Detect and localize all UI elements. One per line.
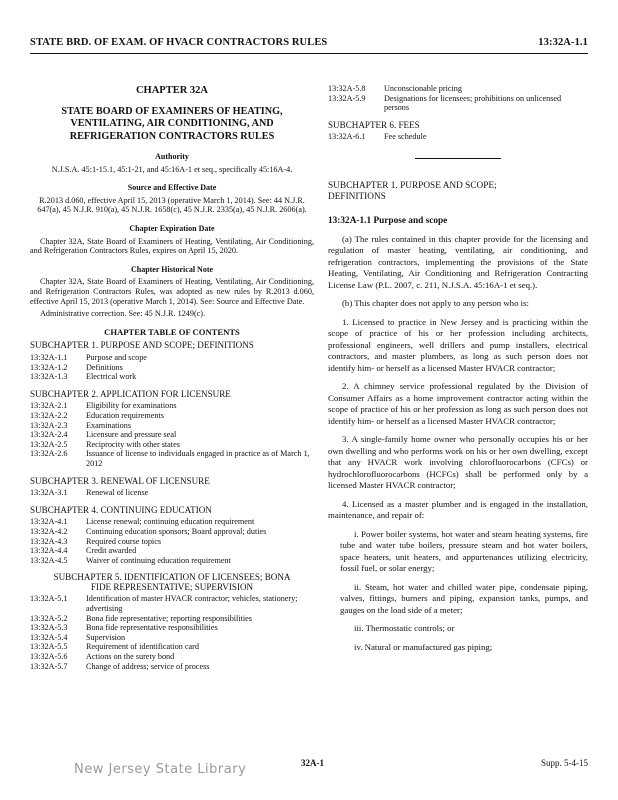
toc-num: 13:32A-2.3 — [30, 420, 68, 430]
toc-label: Waiver of continuing education requirement — [86, 555, 231, 565]
toc-num: 13:32A-4.3 — [30, 536, 68, 546]
toc-label: Credit awarded — [86, 546, 137, 556]
toc-num: 13:32A-5.3 — [30, 623, 68, 633]
left-column — [30, 62, 314, 671]
toc-label: Change of address; service of process — [86, 661, 210, 671]
toc-num: 13:32A-4.4 — [30, 546, 68, 556]
toc-label: Examinations — [86, 420, 132, 430]
toc-num: 13:32A-5.7 — [30, 661, 68, 671]
toc-num: 13:32A-5.4 — [30, 632, 68, 642]
toc-label: Eligibility for examinations — [86, 401, 177, 411]
toc-list-6 — [328, 132, 588, 142]
header-rule — [30, 53, 588, 54]
supplement-date: Supp. 5-4-15 — [541, 758, 588, 768]
subchapter-1-heading: SUBCHAPTER 1. PURPOSE AND SCOPE; DEFINITIONS — [328, 180, 497, 202]
paragraph-b-4-ii: ii. Steam, hot water and chilled water pipe, condensate piping, valves, fittings, burners and piping, expansion tanks, pumps, and gauges on the load side of a meter; — [340, 581, 588, 615]
toc-label: Designations for licensees; prohibitions on unlicensed persons — [384, 93, 562, 113]
toc-subchapter-6: SUBCHAPTER 6. FEES — [328, 119, 420, 130]
toc-num: 13:32A-2.6 — [30, 449, 68, 459]
source-heading: Source and Effective Date — [127, 183, 217, 193]
toc-num: 13:32A-3.1 — [30, 488, 68, 498]
toc-label: Bona fide representative; reporting responsibilities — [86, 613, 252, 623]
toc-label: Required course topics — [86, 536, 162, 546]
toc-label: License renewal; continuing education requirement — [86, 517, 255, 527]
authority-heading: Authority — [155, 152, 189, 162]
toc-label: Renewal of license — [86, 488, 149, 498]
toc-subchapter-2: SUBCHAPTER 2. APPLICATION FOR LICENSURE — [30, 388, 231, 399]
library-watermark: New Jersey State Library — [74, 762, 247, 777]
toc-label: Electrical work — [86, 372, 137, 382]
paragraph-b-2: 2. A chimney service professional regulated by the Division of Consumer Affairs as a home improvement contractor acting within the scope of practice of his or her profession as long as such person does not identify him- or herself as a licensed Master HVACR contractor; — [328, 381, 588, 426]
toc-num: 13:32A-5.9 — [328, 93, 366, 103]
admin-correction: Administrative correction. See: 45 N.J.R. 1249(c). — [40, 309, 206, 319]
toc-label: Identification of master HVACR contractor; vehicles, stationery; advertising — [86, 594, 298, 614]
toc-num: 13:32A-2.4 — [30, 430, 68, 440]
chapter-title: STATE BOARD OF EXAMINERS OF HEATING, VENTILATING, AIR CONDITIONING, AND REFRIGERATION CONTRACTORS RULES — [61, 105, 283, 142]
toc-num: 13:32A-1.3 — [30, 372, 68, 382]
authority-text: N.J.S.A. 45:1-15.1, 45:1-21, and 45:16A-1 et seq., specifically 45:16A-4. — [51, 164, 293, 174]
toc-num: 13:32A-4.2 — [30, 526, 68, 536]
toc-num: 13:32A-5.5 — [30, 642, 68, 652]
toc-label: Issuance of license to individuals engaged in practice as of March 1, 2012 — [86, 449, 310, 468]
toc-label: Reciprocity with other states — [86, 439, 180, 449]
toc-subchapter-4: SUBCHAPTER 4. CONTINUING EDUCATION — [30, 504, 212, 515]
toc-num: 13:32A-5.1 — [30, 594, 68, 604]
toc-label: Supervision — [86, 632, 126, 642]
toc-heading: CHAPTER TABLE OF CONTENTS — [104, 326, 240, 337]
toc-num: 13:32A-4.1 — [30, 517, 68, 527]
toc-num: 13:32A-1.2 — [30, 362, 68, 372]
toc-num: 13:32A-2.1 — [30, 401, 68, 411]
expiration-text: Chapter 32A, State Board of Examiners of Heating, Ventilating, Air Conditioning, and Refrigeration Contractors Rules, expires on April 15, 2020. — [30, 236, 314, 256]
paragraph-b-4-iv: iv. Natural or manufactured gas piping; — [354, 641, 493, 652]
toc-list-3 — [30, 488, 314, 498]
toc-num: 13:32A-2.2 — [30, 410, 68, 420]
toc-num: 13:32A-4.5 — [30, 555, 68, 565]
paragraph-a: (a) The rules contained in this chapter provide for the licensing and regulation of master heating, ventilating, air conditioning, and refrigeration contractors, implementing the provisions of the State Heating, Ventilating, Air Conditioning and Refrigeration Contracting License Law (P.L. 2007, c. 211, N.J.S.A. 45:16A-1 et seq.). — [328, 233, 588, 290]
toc-label: Continuing education sponsors; Board approval; duties — [86, 526, 267, 536]
paragraph-b-3: 3. A single-family home owner who personally occupies his or her own dwelling and who performs work on his or her own dwelling, except that any HVACR work involving chlorofluorocarbons (CFCs) or hydrochlorofluorocarbons (HCFCs) shall be performed only by a licensed Master HVACR contractor; — [328, 434, 588, 491]
toc-label: Definitions — [86, 362, 123, 372]
page-number: 32A-1 — [301, 758, 324, 768]
history-heading: Chapter Historical Note — [130, 264, 214, 274]
toc-list-4 — [30, 517, 314, 565]
toc-label: Actions on the surety bond — [86, 652, 175, 662]
toc-list-1 — [30, 353, 314, 382]
toc-num: 13:32A-5.8 — [328, 84, 366, 93]
header-title: STATE BRD. OF EXAM. OF HVACR CONTRACTORS RULES — [30, 37, 328, 48]
toc-label: Requirement of identification card — [86, 642, 199, 652]
toc-label: Bona fide representative responsibilities — [86, 623, 218, 633]
header-section-number: 13:32A-1.1 — [538, 37, 588, 48]
running-header — [30, 37, 588, 51]
toc-label: Fee schedule — [384, 132, 427, 142]
toc-num: 13:32A-6.1 — [328, 132, 366, 142]
paragraph-b-4-iii: iii. Thermostatic controls; or — [354, 623, 455, 634]
toc-subchapter-3: SUBCHAPTER 3. RENEWAL OF LICENSURE — [30, 475, 210, 486]
section-heading: 13:32A-1.1 Purpose and scope — [328, 215, 448, 226]
paragraph-b-4: 4. Licensed as a master plumber and is engaged in the installation, maintenance, and repair of: — [328, 498, 588, 521]
toc-subchapter-5: SUBCHAPTER 5. IDENTIFICATION OF LICENSEES; BONA FIDE REPRESENTATIVE; SUPERVISION — [53, 572, 291, 592]
section-divider — [415, 158, 501, 159]
toc-list-2 — [30, 401, 314, 468]
toc-num: 13:32A-5.2 — [30, 613, 68, 623]
expiration-heading: Chapter Expiration Date — [129, 224, 215, 234]
history-text: Chapter 32A, State Board of Examiners of Heating, Ventilating, Air Conditioning, and Refrigeration Contractors Rules, was adopted as new rules by R.2013 d.060, effective April 15, 2013 (operative March 1, 2014). See: Source and Effective Date. — [30, 277, 314, 306]
toc-label: Purpose and scope — [86, 353, 147, 362]
toc-list-5-continued — [328, 84, 588, 113]
toc-label: Education requirements — [86, 410, 164, 420]
right-column — [328, 84, 588, 653]
toc-label: Unconscionable pricing — [384, 84, 462, 93]
paragraph-b-1: 1. Licensed to practice in New Jersey and is practicing within the scope of practice of his or her profession including architects, professional engineers, well drillers and pump installers, electrical contractors, and master plumbers, as long as such person does not identify him- or herself as a licensed Master HVACR contractor; — [328, 316, 588, 373]
toc-num: 13:32A-5.6 — [30, 652, 68, 662]
paragraph-b-4-i: i. Power boiler systems, hot water and steam heating systems, fire tube and water tube boilers, pressure steam and hot water boilers, space heaters, unit heaters, and appurtenances utilizing electricity, fossil fuel, or solar energy; — [340, 528, 588, 574]
toc-label: Licensure and pressure seal — [86, 430, 177, 440]
toc-num: 13:32A-1.1 — [30, 353, 68, 362]
toc-num: 13:32A-2.5 — [30, 439, 68, 449]
toc-list-5 — [30, 594, 314, 671]
source-text: R.2013 d.060, effective April 15, 2013 (operative March 1, 2014). See: 44 N.J.R. 647(a), 45 N.J.R. 910(a), 45 N.J.R. 1658(c), 45 N.J.R. 2335(a), 45 N.J.R. 2606(a). — [37, 195, 307, 215]
toc-subchapter-1: SUBCHAPTER 1. PURPOSE AND SCOPE; DEFINITIONS — [30, 340, 254, 351]
chapter-number: CHAPTER 32A — [135, 85, 209, 96]
paragraph-b: (b) This chapter does not apply to any person who is: — [342, 298, 529, 309]
